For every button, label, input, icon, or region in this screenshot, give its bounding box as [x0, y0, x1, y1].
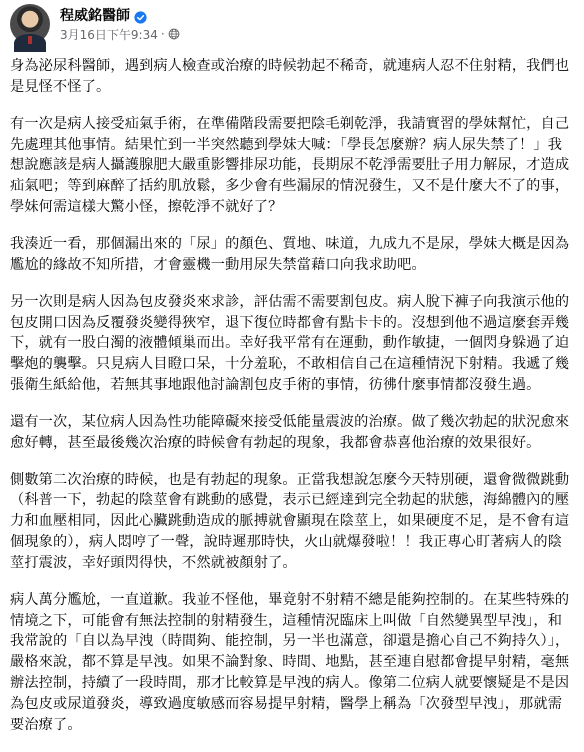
avatar[interactable]: [10, 4, 50, 44]
post-paragraph-3: 我湊近一看，那個漏出來的「尿」的顏色、質地、味道，九成九不是尿，學妹大概是因為尷尬的緣故不知所措，才會靈機一動用尿失禁當藉口向我求助吧。: [10, 235, 570, 273]
author-line: [60, 6, 147, 24]
post-body: [10, 56, 576, 752]
verified-badge-icon: [134, 9, 147, 22]
post-paragraph-2: 有一次是病人接受疝氣手術，在準備階段需要把陰毛剃乾淨，我請實習的學妹幫忙，自己先處理其他事情。結果忙到一半突然聽到學妹大喊：「學長怎麼辦？病人尿失禁了！」我想說應該是病人攝護腺肥大嚴重影響排尿功能，長期尿不乾淨需要肚子用力解尿，才造成疝氣吧；等到麻醉了括約肌放鬆，多少會有些漏尿的情況發生，又不是什麼大不了的事，學妹何需這樣大驚小怪，擦乾淨不就好了？: [10, 115, 570, 215]
post-paragraph-4: 另一次則是病人因為包皮發炎來求診，評估需不需要割包皮。病人脫下褲子向我演示他的包皮開口因為反覆發炎變得狹窄，退下復位時都會有點卡卡的。沒想到他不過這麼套弄幾下，就有一股白濁的液體傾巢而出。幸好我平常有在運動，動作敏捷，一個閃身躲過了迫擊炮的襲擊。只見病人目瞪口呆，十分羞恥，不敢相信自己在這種情況下射精。我遞了幾張衛生紙給他，若無其事地跟他討論割包皮手術的事情，彷彿什麼事情都沒發生過。: [10, 293, 570, 393]
post-paragraph-5: 還有一次，某位病人因為性功能障礙來接受低能量震波的治療。做了幾次勃起的狀況愈來愈好轉，甚至最後幾次治療的時候會有勃起的現象，我都會恭喜他治療的效果很好。: [10, 413, 570, 451]
meta-separator: ·: [160, 27, 165, 41]
avatar-tie: [28, 36, 32, 44]
post-paragraph-1: 身為泌尿科醫師，遇到病人檢查或治療的時候勃起不稀奇，就連病人忍不住射精，我們也是見怪不怪了。: [10, 58, 570, 95]
post-paragraph-6: 側數第二次治療的時候，也是有勃起的現象。正當我想說怎麼今天特別硬，還會微微跳動（科普一下，勃起的陰莖會有跳動的感覺，表示已經達到完全勃起的狀態，海綿體內的壓力和血壓相同，因此心臟跳動造成的脈搏就會顯現在陰莖上，如果硬度不足，是不會有這個現象的），病人悶哼了一聲，說時遲那時快，火山就爆發啦！！我正專心盯著病人的陰莖打震波，幸好頭閃得快，不然就被顏射了。: [10, 471, 570, 571]
globe-icon[interactable]: [168, 28, 180, 40]
author-name[interactable]: 程威銘醫師: [60, 8, 130, 24]
post-paragraph-7: 病人萬分尷尬，一直道歉。我並不怪他，畢竟射不射精不總是能夠控制的。在某些特殊的情境之下，可能會有無法控制的射精發生，這種情況臨床上叫做「自然變異型早洩」，和我常說的「自以為早洩（時間夠、能控制，另一半也滿意，卻還是擔心自己不夠持久）」，嚴格來說，都不算是早洩。如果不論對象、時間、地點，甚至連自慰都會提早射精，毫無辦法控制，持續了一段時間，那才比較算是早洩的病人。像第二位病人就要懷疑是不是因為包皮或尿道發炎，導致過度敏感而容易提早射精，醫學上稱為「次發型早洩」，那就需要治療了。: [10, 591, 570, 733]
post-header: [0, 0, 584, 48]
post-meta: [60, 26, 180, 42]
post-timestamp[interactable]: 3月16日下午9:34: [60, 27, 158, 42]
